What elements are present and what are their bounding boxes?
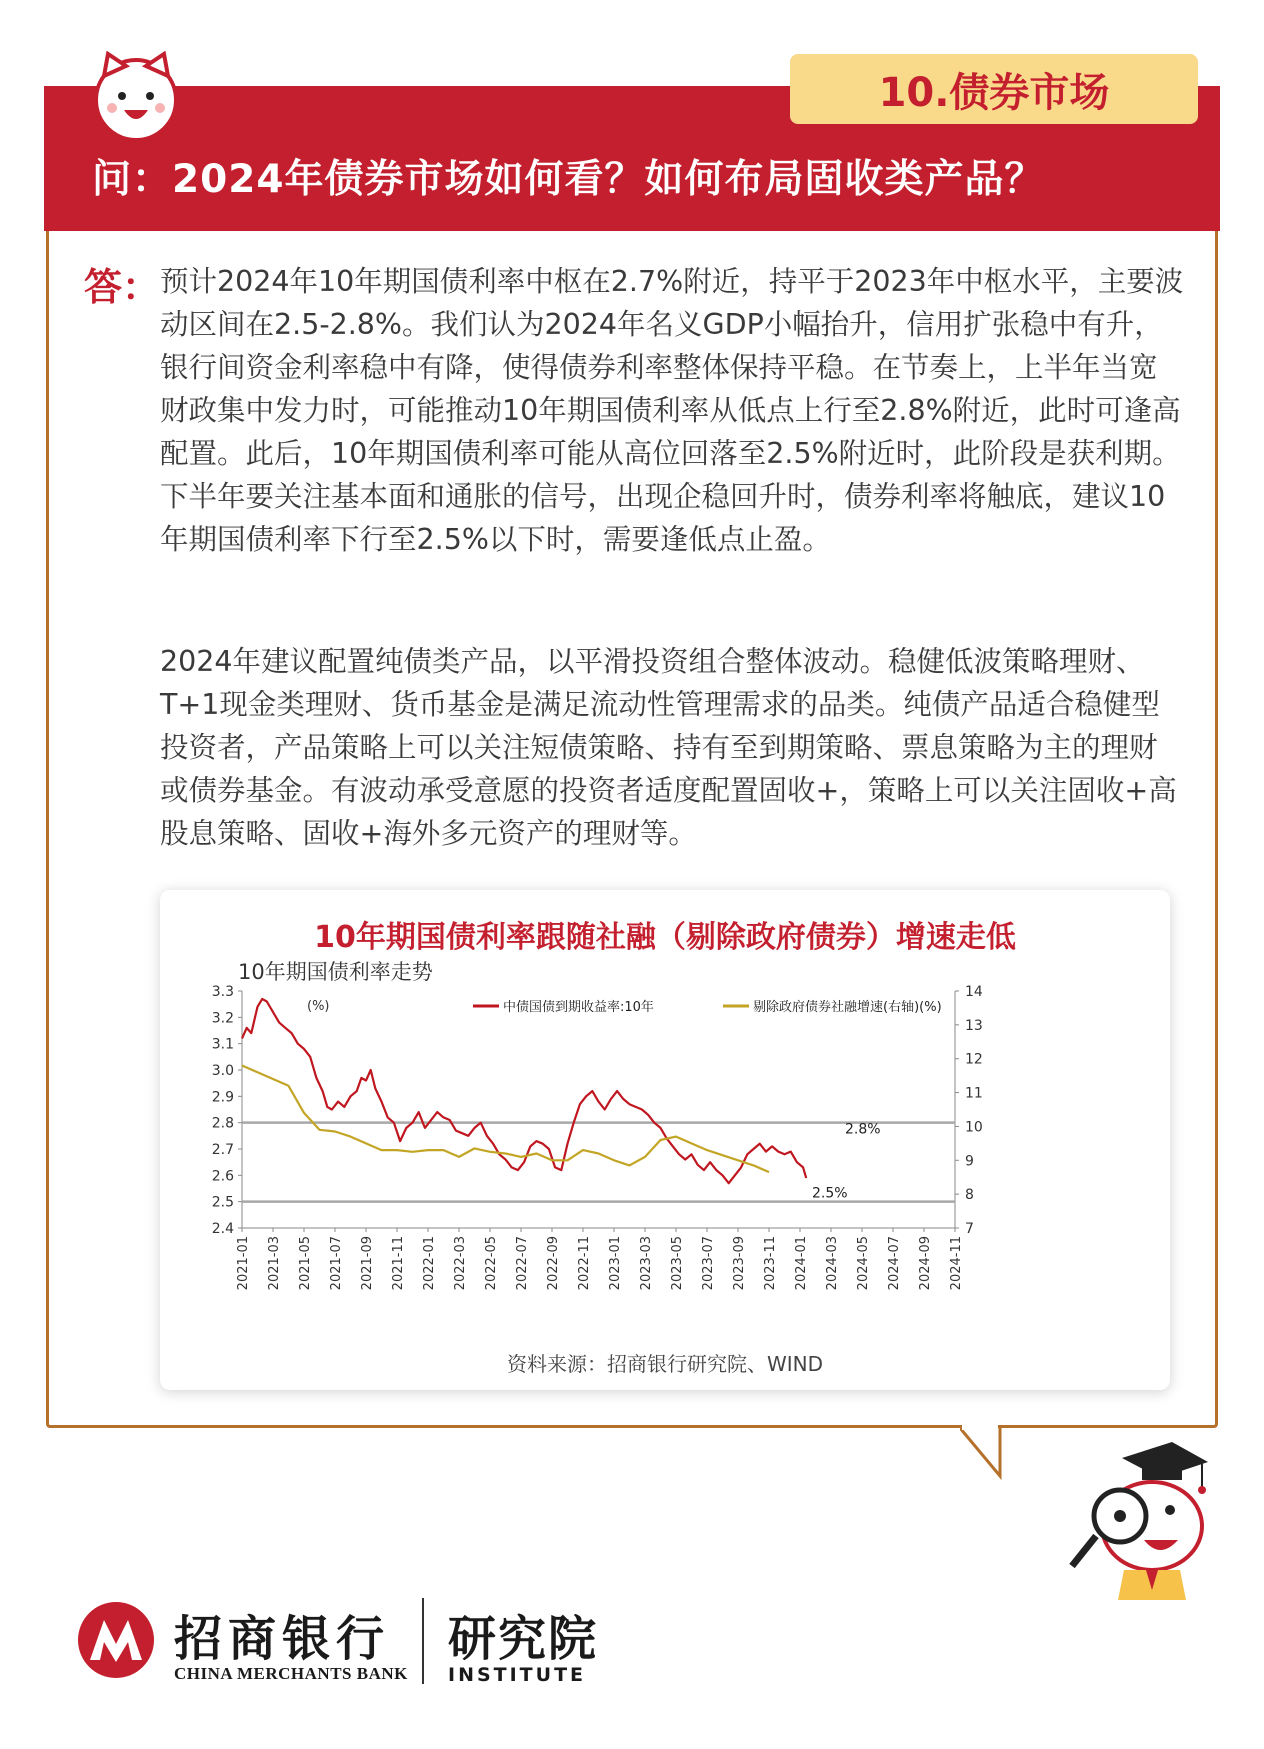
x-tick-label: 2024-01 — [794, 1236, 809, 1291]
question-text: 问：2024年债券市场如何看？如何布局固收类产品？ — [92, 157, 1045, 202]
legend-label: 中债国债到期收益率:10年 — [503, 1000, 654, 1015]
y-right-tick-label: 8 — [965, 1187, 974, 1204]
chart-source: 资料来源：招商银行研究院、WIND — [506, 1352, 824, 1376]
y-left-tick-label: 2.4 — [211, 1221, 234, 1237]
y-left-tick-label: 3.3 — [211, 984, 234, 1000]
reference-line-label: 2.8% — [845, 1121, 881, 1138]
y-right-tick-label: 12 — [965, 1051, 983, 1068]
cmb-logo — [76, 1592, 636, 1692]
bank-name-cn: 招商银行 — [174, 1611, 391, 1667]
x-tick-label: 2024-03 — [825, 1236, 840, 1291]
y-right-tick-label: 9 — [965, 1153, 974, 1170]
y-right-tick-label: 7 — [965, 1221, 974, 1237]
x-tick-label: 2024-07 — [887, 1236, 902, 1291]
y-left-tick-label: 3.2 — [211, 1010, 234, 1027]
topic-tab: 10.债券市场 — [790, 54, 1198, 124]
y-right-tick-label: 11 — [965, 1085, 983, 1102]
answer-label: 答： — [84, 265, 161, 309]
answer-paragraph-1: 预计2024年10年期国债利率中枢在2.7%附近，持平于2023年中枢水平，主要波动区间在2.5-2.8%。我们认为2024年名义GDP小幅抬升，信用扩张稳中有升，银行间资金利率稳中有降，使得债券利率整体保持平稳。在节奏上，上半年当宽财政集中发力时，可能推动10年期国债利率从低点上行至2.8%附近，此时可逢高配置。此后，10年期国债利率可能从高位回落至2.5%附近时，此阶段是获利期。下半年要关注基本面和通胀的信号，出现企稳回升时，债券利率将触底，建议10年期国债利率下行至2.5%以下时，需要逢低点止盈。 — [160, 265, 1184, 556]
bond-yield-chart — [160, 890, 1170, 1350]
x-tick-label: 2022-01 — [422, 1236, 437, 1291]
speech-bubble-tail — [960, 1420, 1020, 1480]
y-left-tick-label: 2.5 — [211, 1194, 234, 1211]
reference-line-label: 2.5% — [812, 1185, 848, 1202]
x-tick-label: 2021-07 — [329, 1236, 344, 1291]
x-tick-label: 2022-03 — [453, 1236, 468, 1291]
y-left-tick-label: 3.0 — [211, 1063, 234, 1079]
x-tick-label: 2024-05 — [856, 1236, 871, 1291]
y-left-tick-label: 2.7 — [211, 1142, 234, 1158]
x-tick-label: 2021-01 — [236, 1236, 251, 1291]
x-tick-label: 2021-03 — [267, 1236, 282, 1291]
scholar-cat-mascot-icon — [1062, 1440, 1212, 1600]
institute-name-en: INSTITUTE — [448, 1664, 587, 1686]
x-tick-label: 2024-09 — [918, 1236, 933, 1291]
y-left-tick-label: 3.1 — [211, 1036, 234, 1053]
x-tick-label: 2022-09 — [546, 1236, 561, 1291]
x-tick-label: 2023-01 — [608, 1236, 623, 1291]
y-right-tick-label: 10 — [965, 1119, 983, 1136]
x-tick-label: 2021-09 — [360, 1236, 375, 1291]
x-tick-label: 2022-07 — [515, 1236, 530, 1291]
x-tick-label: 2023-07 — [701, 1236, 716, 1291]
y-left-tick-label: 2.9 — [211, 1089, 234, 1106]
x-tick-label: 2023-03 — [639, 1236, 654, 1291]
x-tick-label: 2022-11 — [577, 1236, 592, 1291]
y-left-tick-label: 2.8 — [211, 1115, 234, 1132]
institute-name-cn: 研究院 — [448, 1611, 599, 1667]
x-tick-label: 2021-11 — [391, 1236, 406, 1291]
x-tick-label: 2024-11 — [949, 1236, 964, 1291]
chart-card — [160, 890, 1170, 1390]
chart-title: 10年期国债利率跟随社融（剔除政府债券）增速走低 — [314, 920, 1016, 955]
legend-label: 剔除政府债券社融增速(右轴)(%) — [753, 1000, 942, 1015]
x-tick-label: 2023-05 — [670, 1236, 685, 1291]
x-tick-label: 2022-05 — [484, 1236, 499, 1291]
cmb-logo-icon — [76, 1600, 156, 1680]
y-right-tick-label: 13 — [965, 1017, 983, 1034]
y-left-unit: (%) — [307, 999, 330, 1014]
cat-mascot-icon — [86, 46, 186, 146]
answer-paragraph-2: 2024年建议配置纯债类产品，以平滑投资组合整体波动。稳健低波策略理财、T+1现金类理财、货币基金是满足流动性管理需求的品类。纯债产品适合稳健型投资者，产品策略上可以关注短债策略、持有至到期策略、票息策略为主的理财或债券基金。有波动承受意愿的投资者适度配置固收+，策略上可以关注固收+高股息策略、固收+海外多元资产的理财等。 — [160, 645, 1177, 850]
x-tick-label: 2023-11 — [763, 1236, 778, 1291]
chart-subtitle: 10年期国债利率走势 — [238, 960, 433, 984]
logo-divider — [422, 1598, 424, 1684]
x-tick-label: 2023-09 — [732, 1236, 747, 1291]
y-left-tick-label: 2.6 — [211, 1168, 234, 1185]
x-tick-label: 2021-05 — [298, 1236, 313, 1291]
bank-name-en: CHINA MERCHANTS BANK — [174, 1664, 408, 1683]
y-right-tick-label: 14 — [965, 984, 983, 1000]
